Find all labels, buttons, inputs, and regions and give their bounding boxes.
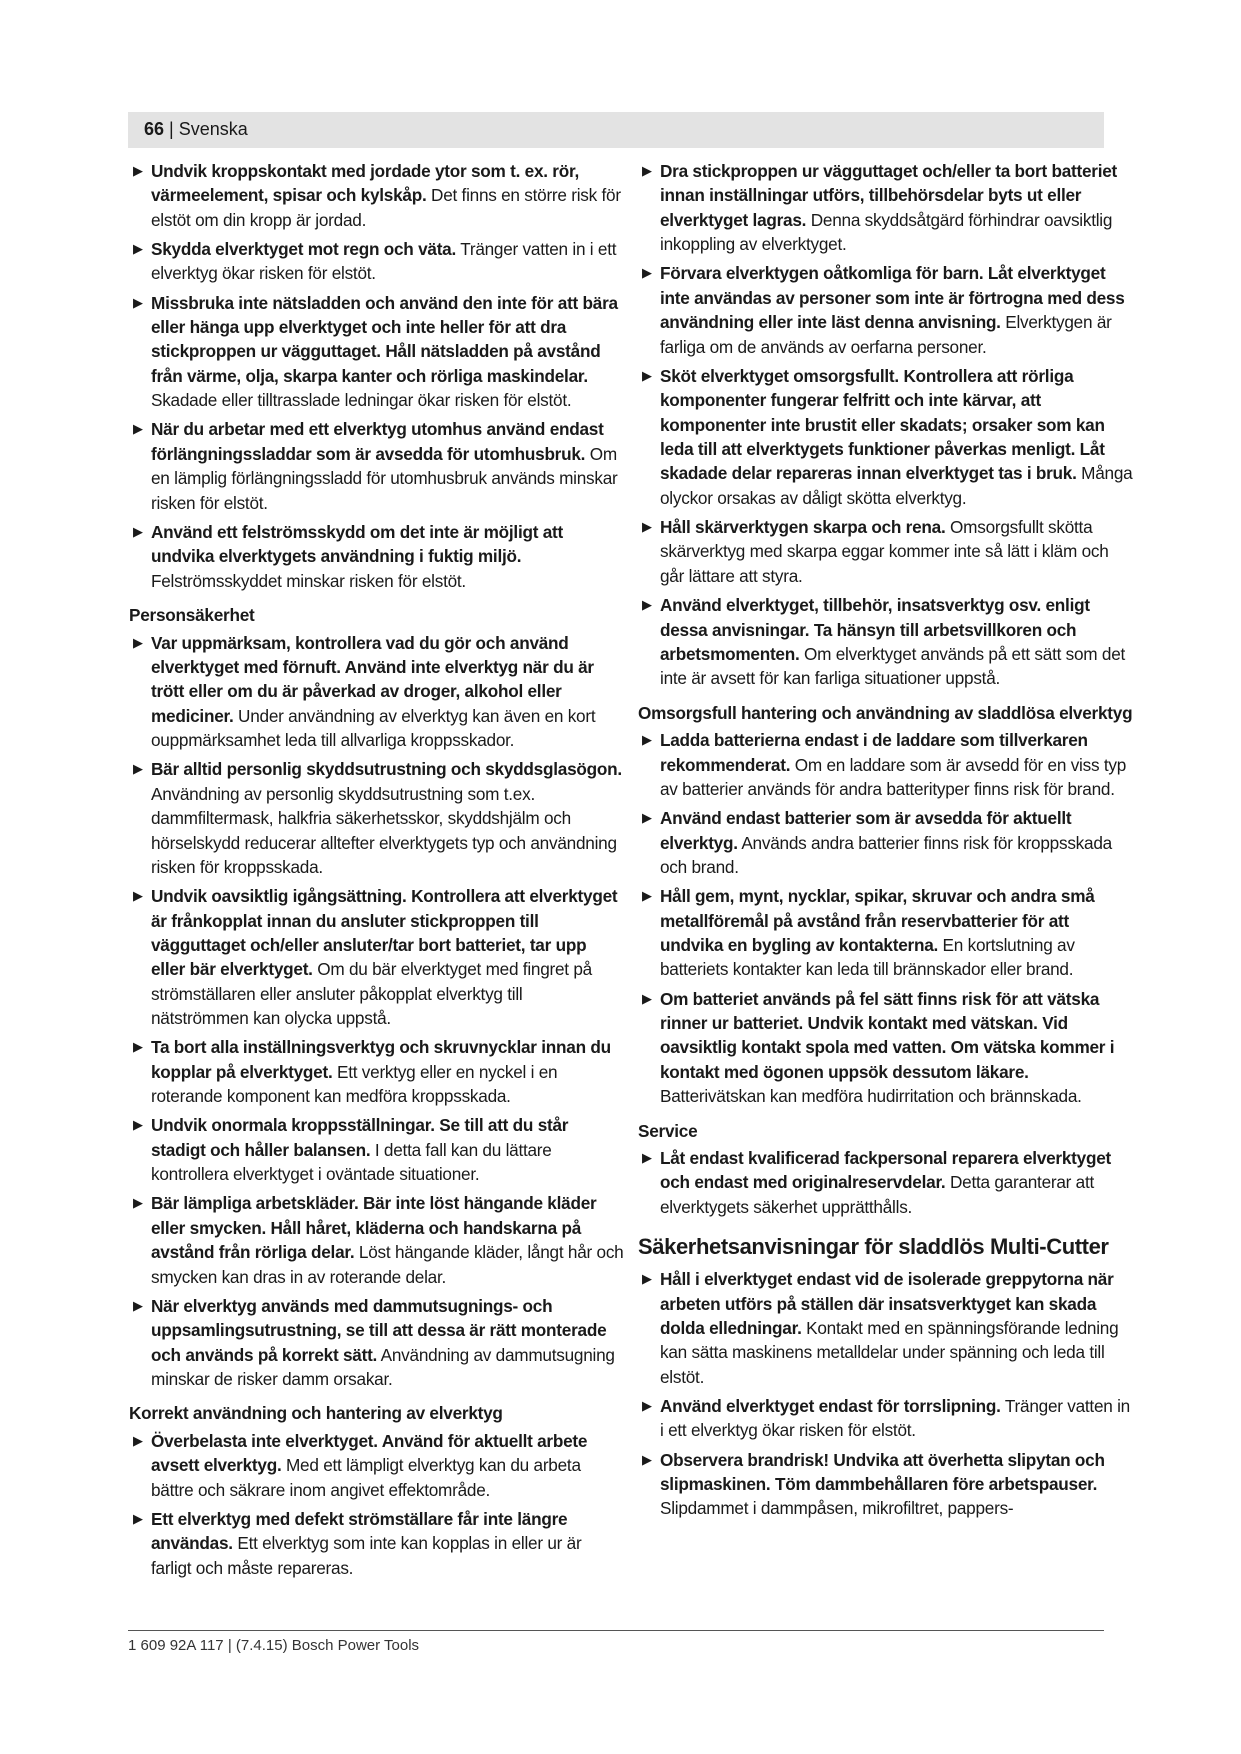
bullet-arrow-icon: ▶ [642,1398,652,1414]
bullet-arrow-icon: ▶ [642,163,652,178]
instruction-text: En kortslutning av batteriets kontakter kan leda till brännskador eller brand. [660,934,1075,980]
bullet-arrow-icon: ▶ [133,1039,143,1055]
safety-instruction [129,1429,624,1502]
safety-instruction [129,1294,624,1392]
safety-instruction [129,291,624,413]
instruction-bold: Håll i elverktyget endast vid de isolerade greppytorna när arbeten utförs på ställen där insatsverktyget kan skada dolda elledningar. [660,1269,1114,1339]
section-heading: Personsäkerhet [129,605,255,626]
instruction-bold: När du arbetar med ett elverktyg utomhus använd endast förlängningssladdar som är avsedda för utomhusbruk. [151,419,604,464]
instruction-text: Användning av personlig skyddsutrustning som t.ex. dammfiltermask, halkfria säkerhetsskor, skyddshjälm och hörselskydd reducerar alltefter elverktygets typ och användning risken för kroppsskada. [151,783,617,877]
instruction-text: Användning av dammutsugning minskar de risker damm orsakar. [151,1344,615,1390]
safety-instruction [638,728,1133,801]
left-column [129,159,624,1585]
instruction-bold: Undvik oavsiktlig igångsättning. Kontrollera att elverktyget är frånkopplat innan du ansluter stickproppen till vägguttaget och/eller ansluter/tar bort batteriet, tar upp eller bär elverktyget. [151,886,618,980]
bullet-arrow-icon: ▶ [642,1271,652,1287]
safety-instruction [129,159,624,232]
section-heading: Korrekt användning och hantering av elverktyg [129,1403,503,1424]
safety-instruction [129,520,624,593]
instruction-bold: Observera brandrisk! Undvika att överhetta slipytan och slipmaskinen. Töm dammbehållaren före arbetspauser. [660,1449,1105,1495]
safety-instruction [129,1507,624,1580]
bullet-arrow-icon: ▶ [642,519,652,535]
bullet-arrow-icon: ▶ [642,990,652,1006]
instruction-bold: Håll skärverktygen skarpa och rena. [660,517,946,538]
instruction-text: Omsorgsfullt skötta skärverktyg med skarpa eggar kommer inte så lätt i kläm och går lättare att styra. [660,517,1109,586]
instruction-bold: När elverktyg används med dammutsugnings- och uppsamlingsutrustning, se till att dessa är rätt monterade och används på korrekt sätt. [151,1295,607,1365]
instruction-text: Ett verktyg eller en nyckel i en roterande komponent kan medföra kroppsskada. [151,1061,558,1107]
bullet-arrow-icon: ▶ [133,888,143,904]
safety-instruction [638,884,1133,982]
safety-instruction [129,1191,624,1289]
safety-instruction [129,884,624,1030]
header-text [144,118,248,140]
instruction-text: Om elverktyget används på ett sätt som det inte är avsett för kan farliga situationer uppstå. [660,643,1126,689]
instruction-bold: Undvik kroppskontakt med jordade ytor som t. ex. rör, värmeelement, spisar och kylskåp. [151,161,580,206]
instruction-bold: Om batteriet används på fel sätt finns risk för att vätska rinner ur batteriet. Undvik kontakt med vätskan. Vid oavsiktlig kontakt spola med vatten. Om vätska kommer i kontakt med ögonen uppsök dessutom läkare. [660,988,1115,1082]
instruction-bold: Använd endast batterier som är avsedda för aktuellt elverktyg. [660,808,1072,853]
instruction-text: Detta garanterar att elverktygets säkerhet upprätthålls. [660,1172,1095,1217]
instruction-text: Om en lämplig förlängningssladd för utomhusbruk används minskar risken för elstöt. [151,443,618,513]
safety-instruction [638,515,1133,588]
instruction-text: Skadade eller tilltrasslade ledningar ökar risken för elstöt. [151,390,572,411]
safety-instruction [638,159,1133,257]
instruction-text: Om en laddare som är avsedd för en viss typ av batterier används för andra batterityper finns risk för brand. [660,754,1127,799]
instruction-bold: Bär lämpliga arbetskläder. Bär inte löst hängande kläder eller smycken. Håll håret, kläderna och handskarna på avstånd från rörliga delar. [151,1193,597,1263]
safety-instruction [638,1394,1133,1443]
instruction-bold: Ladda batterierna endast i de laddare som tillverkaren rekommenderat. [660,730,1088,775]
bullet-arrow-icon: ▶ [133,1117,143,1133]
instruction-bold: Missbruka inte nätsladden och använd den inte för att bära eller hänga upp elverktyget och inte heller för att dra stickproppen ur vägguttaget. Håll nätsladden på avstånd från värme, olja, skarpa kanter och rörliga maskindelar. [151,292,618,386]
instruction-bold: Använd elverktyget endast för torrslipning. [660,1396,1001,1417]
bullet-arrow-icon: ▶ [133,634,143,650]
safety-instruction [129,1113,624,1186]
instruction-bold: Sköt elverktyget omsorgsfullt. Kontrollera att rörliga komponenter fungerar felfritt och inte kärvar, att komponenter inte brustit eller skadats; orsaker som kan leda till att elverktygets funktioner påverkas menligt. Låt skadade delar repareras innan elverktyget tas i bruk. [660,365,1105,484]
instruction-text: Tränger vatten in i ett elverktyg ökar risken för elstöt. [660,1396,1130,1441]
instruction-text: Felströmsskyddet minskar risken för elstöt. [151,570,466,591]
instruction-text: Löst hängande kläder, långt hår och smycken kan dras in av roterande delar. [151,1242,624,1287]
bullet-arrow-icon: ▶ [642,732,652,748]
instruction-bold: Använd elverktyget, tillbehör, insatsverktyg osv. enligt dessa anvisningar. Ta hänsyn till arbetsvillkoren och arbetsmomenten. [660,595,1090,664]
bullet-arrow-icon: ▶ [133,294,143,310]
safety-instruction [129,757,624,879]
instruction-bold: Dra stickproppen ur vägguttaget och/eller ta bort batteriet innan inställningar utförs, tillbehörsdelar byts ut eller elverktyget lagras. [660,161,1118,230]
bullet-arrow-icon: ▶ [642,1451,652,1467]
safety-instruction [638,806,1133,879]
instruction-text: Tränger vatten in i ett elverktyg ökar risken för elstöt. [151,239,617,284]
header-language: Svenska [178,119,248,139]
instruction-text: Kontakt med en spänningsförande ledning kan sätta maskinens metalldelar under spänning och leda till elstöt. [660,1318,1119,1387]
instruction-text: Ett elverktyg som inte kan kopplas in eller ur är farligt och måste repareras. [151,1533,582,1578]
safety-instruction [129,631,624,753]
instruction-bold: Förvara elverktygen oåtkomliga för barn. Låt elverktyget inte användas av personer som inte är förtrogna med dess användning eller inte läst denna anvisning. [660,263,1125,333]
safety-instruction [129,237,624,286]
safety-instruction [638,1146,1133,1219]
instruction-text: Det finns en större risk för elstöt om din kropp är jordad. [151,185,621,230]
bullet-arrow-icon: ▶ [133,241,143,257]
instruction-text: Batterivätskan kan medföra hudirritation och brännskada. [660,1086,1082,1107]
safety-instruction [638,364,1133,510]
section-heading: Omsorgsfull hantering och användning av sladdlösa elverktyg [638,702,1133,723]
instruction-bold: Låt endast kvalificerad fackpersonal reparera elverktyget och endast med originalreservdelar. [660,1148,1111,1193]
instruction-text: Med ett lämpligt elverktyg kan du arbeta bättre och säkrare inom angivet effektområde. [151,1455,581,1500]
instruction-text: Elverktygen är farliga om de används av oerfarna personer. [660,312,1112,357]
instruction-text: Slipdammet i dammpåsen, mikrofiltret, pappers- [660,1498,1014,1519]
instruction-bold: Ta bort alla inställningsverktyg och skruvnycklar innan du kopplar på elverktyget. [151,1037,611,1082]
instruction-text: Om du bär elverktyget med fingret på strömställaren eller ansluter påkopplat elverktyg till nätströmmen kan olycka uppstå. [151,959,592,1029]
safety-instruction [129,1035,624,1108]
bullet-arrow-icon: ▶ [133,1297,143,1313]
bullet-arrow-icon: ▶ [133,163,143,178]
instruction-text: Under användning av elverktyg kan även en kort ouppmärksamhet leda till allvarliga kroppsskador. [151,705,596,751]
bullet-arrow-icon: ▶ [133,523,143,539]
safety-instruction [638,1448,1133,1521]
section-heading: Säkerhetsanvisningar för sladdlös Multi-Cutter [638,1234,1109,1260]
instruction-bold: Använd ett felströmsskydd om det inte är möjligt att undvika elverktygets användning i fuktig miljö. [151,521,563,567]
bullet-arrow-icon: ▶ [642,367,652,383]
page-number: 66 [144,119,165,139]
bullet-arrow-icon: ▶ [642,597,652,613]
instruction-bold: Håll gem, mynt, nycklar, spikar, skruvar och andra små metallföremål på avstånd från reservbatterier för att undvika en bygling av kontakterna. [660,886,1095,955]
footer-divider [128,1630,1104,1631]
instruction-bold: Var uppmärksam, kontrollera vad du gör och använd elverktyget med förnuft. Använd inte elverktyg när du är trött eller om du är påverkad av droger, alkohol eller mediciner. [151,632,594,726]
page-footer: 1 609 92A 117 | (7.4.15) Bosch Power Tools [128,1637,420,1654]
bullet-arrow-icon: ▶ [133,1432,143,1448]
bullet-arrow-icon: ▶ [642,1150,652,1166]
bullet-arrow-icon: ▶ [133,1195,143,1211]
instruction-text: I detta fall kan du lättare kontrollera elverktyget i oväntade situationer. [151,1139,552,1185]
bullet-arrow-icon: ▶ [133,421,143,437]
right-column [638,159,1133,1526]
safety-instruction [129,417,624,515]
bullet-arrow-icon: ▶ [133,1510,143,1526]
safety-instruction [638,261,1133,359]
instruction-text: Används andra batterier finns risk för kroppsskada och brand. [660,832,1112,877]
header-separator: | [164,119,179,139]
instruction-bold: Ett elverktyg med defekt strömställare får inte längre användas. [151,1508,568,1554]
section-heading: Service [638,1120,698,1141]
instruction-text: Denna skyddsåtgärd förhindrar oavsiktlig inkoppling av elverktyget. [660,209,1113,255]
instruction-text: Många olyckor orsakas av dåligt skötta elverktyg. [660,463,1133,508]
instruction-bold: Överbelasta inte elverktyget. Använd för aktuellt arbete avsett elverktyg. [151,1430,588,1476]
bullet-arrow-icon: ▶ [642,265,652,281]
safety-instruction [638,593,1133,691]
safety-instruction [638,1267,1133,1389]
bullet-arrow-icon: ▶ [133,761,143,777]
page-header [128,112,1104,148]
instruction-bold: Bär alltid personlig skyddsutrustning och skyddsglasögon. [151,759,622,780]
instruction-bold: Undvik onormala kroppsställningar. Se till att du står stadigt och håller balansen. [151,1115,569,1160]
safety-instruction [638,987,1133,1109]
instruction-bold: Skydda elverktyget mot regn och väta. [151,239,457,260]
bullet-arrow-icon: ▶ [642,810,652,826]
bullet-arrow-icon: ▶ [642,888,652,904]
